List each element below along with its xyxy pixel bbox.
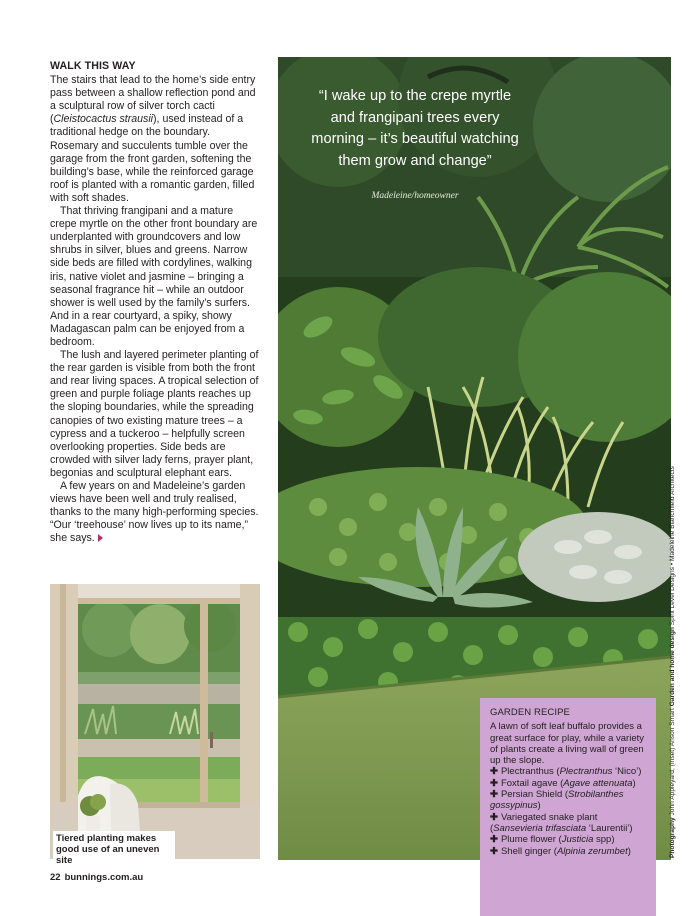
garden-recipe-box (480, 698, 656, 916)
list-item (490, 846, 646, 857)
plant-latin: Sansevieria trifasciata (493, 822, 587, 834)
design-credit-text: Spirit Level Designs • Madeleine Blanchfield Architects (669, 466, 676, 628)
plus-icon: ✚ (490, 777, 498, 789)
list-item (490, 766, 646, 777)
plant-name: Variegated snake plant ( (490, 811, 598, 834)
recipe-title: GARDEN RECIPE (490, 707, 570, 718)
plant-tail: ) (537, 800, 541, 812)
paragraph-4-text: A few years on and Madeleine’s garden views have been well and truly realised, thanks to the many high-performing species. “Our ‘treehouse’ now lives up to its name,” she says. (50, 480, 259, 545)
paragraph-3: The lush and layered perimeter planting of the rear garden is visible from both the front and rear living spaces. A tropical selection of green and purple foliage plants reaches up the sloping boundaries, while the spreading canopies of two existing mature trees – a cypress and a tuckeroo – helpfully screen overlooking properties. Side beds are crowded with silver lady ferns, prayer plant, begonias and sculptural elephant ears. (50, 349, 259, 479)
plant-tail: ‘Laurentii’) (586, 822, 633, 834)
recipe-intro: A lawn of soft leaf buffalo provides a great surface for play, while a variety of plants create a living wall of green up the slope. (490, 721, 645, 767)
photo-credits (669, 466, 677, 858)
section-heading: WALK THIS WAY (50, 60, 136, 72)
article-column (50, 60, 260, 545)
plant-name: Persian Shield ( (500, 789, 569, 801)
plus-icon: ✚ (490, 766, 498, 778)
paragraph-1-text-a: The stairs that lead to the home’s side entry pass between a shallow reflection pond and a sculptural row of silver torch cacti ( (50, 74, 256, 126)
plus-icon: ✚ (490, 811, 498, 823)
site-url: bunnings.com.au (64, 872, 144, 883)
plant-tail: ) (632, 777, 636, 789)
paragraph-1-latin: Cleistocactus strausii (53, 113, 154, 126)
end-mark-icon (98, 534, 103, 542)
list-item (490, 789, 646, 812)
design-credit-label: Garden and home design (669, 627, 676, 707)
pull-quote: “I wake up to the crepe myrtle and frangipani trees every morning – it’s beautiful watching them grow and change” (311, 88, 519, 169)
paragraph-2: That thriving frangipani and a mature crepe myrtle on the other front boundary are underplanted with groundcovers and low shrubs in silver, blues and greens. Narrow side beds are filled with cordylines, walking iris, native violet and jasmine – bringing a seasonal fragrance hit – while an outdoor shower is well used by the family’s surfers. And in a rear courtyard, a spiky, showy Madagascan palm can be enjoyed from a bedroom. (50, 205, 258, 348)
plant-latin: Strobilanthes gossypinus (490, 789, 624, 812)
plant-tail: spp) (593, 834, 615, 846)
list-item (490, 778, 646, 789)
list-item (490, 834, 646, 845)
plus-icon: ✚ (490, 845, 498, 857)
paragraph-4 (50, 480, 260, 545)
pull-quote-attribution: Madeleine/homeowner (371, 191, 459, 201)
plant-name: Plume flower ( (500, 834, 562, 846)
paragraph-1 (50, 74, 260, 205)
list-item (490, 812, 646, 835)
inset-caption: Tiered planting makes good use of an uneven site (53, 831, 175, 868)
plant-name: Plectranthus ( (500, 766, 560, 778)
page-number: 22 (50, 872, 61, 883)
photo-credit-text: John Appleyard; (Inset) Anson Smart (669, 708, 676, 818)
inset-photo (50, 584, 260, 859)
paragraph-1-text-b: ), used instead of a traditional hedge on the boundary. Rosemary and succulents tumble over the garage from the front garden, softening the building’s base, while the reinforced garage roof is planted with a romantic garden, filled with soft shades. (50, 113, 255, 204)
plant-tail: ‘Nico’) (612, 766, 642, 778)
plus-icon: ✚ (490, 789, 498, 801)
plant-latin: Agave attenuata (563, 777, 633, 789)
plant-name: Shell ginger ( (500, 845, 557, 857)
photo-credit-label: Photography (669, 817, 676, 858)
page-folio (50, 872, 147, 883)
recipe-list (490, 766, 646, 856)
plant-latin: Justicia (561, 834, 594, 846)
photo-credit-line (669, 466, 677, 858)
plant-latin: Alpinia zerumbet (556, 845, 628, 857)
plant-name: Foxtail agave ( (500, 777, 564, 789)
plus-icon: ✚ (490, 834, 498, 846)
plant-latin: Plectranthus (559, 766, 613, 778)
plant-tail: ) (627, 845, 631, 857)
inset-photo-illustration (50, 584, 260, 859)
